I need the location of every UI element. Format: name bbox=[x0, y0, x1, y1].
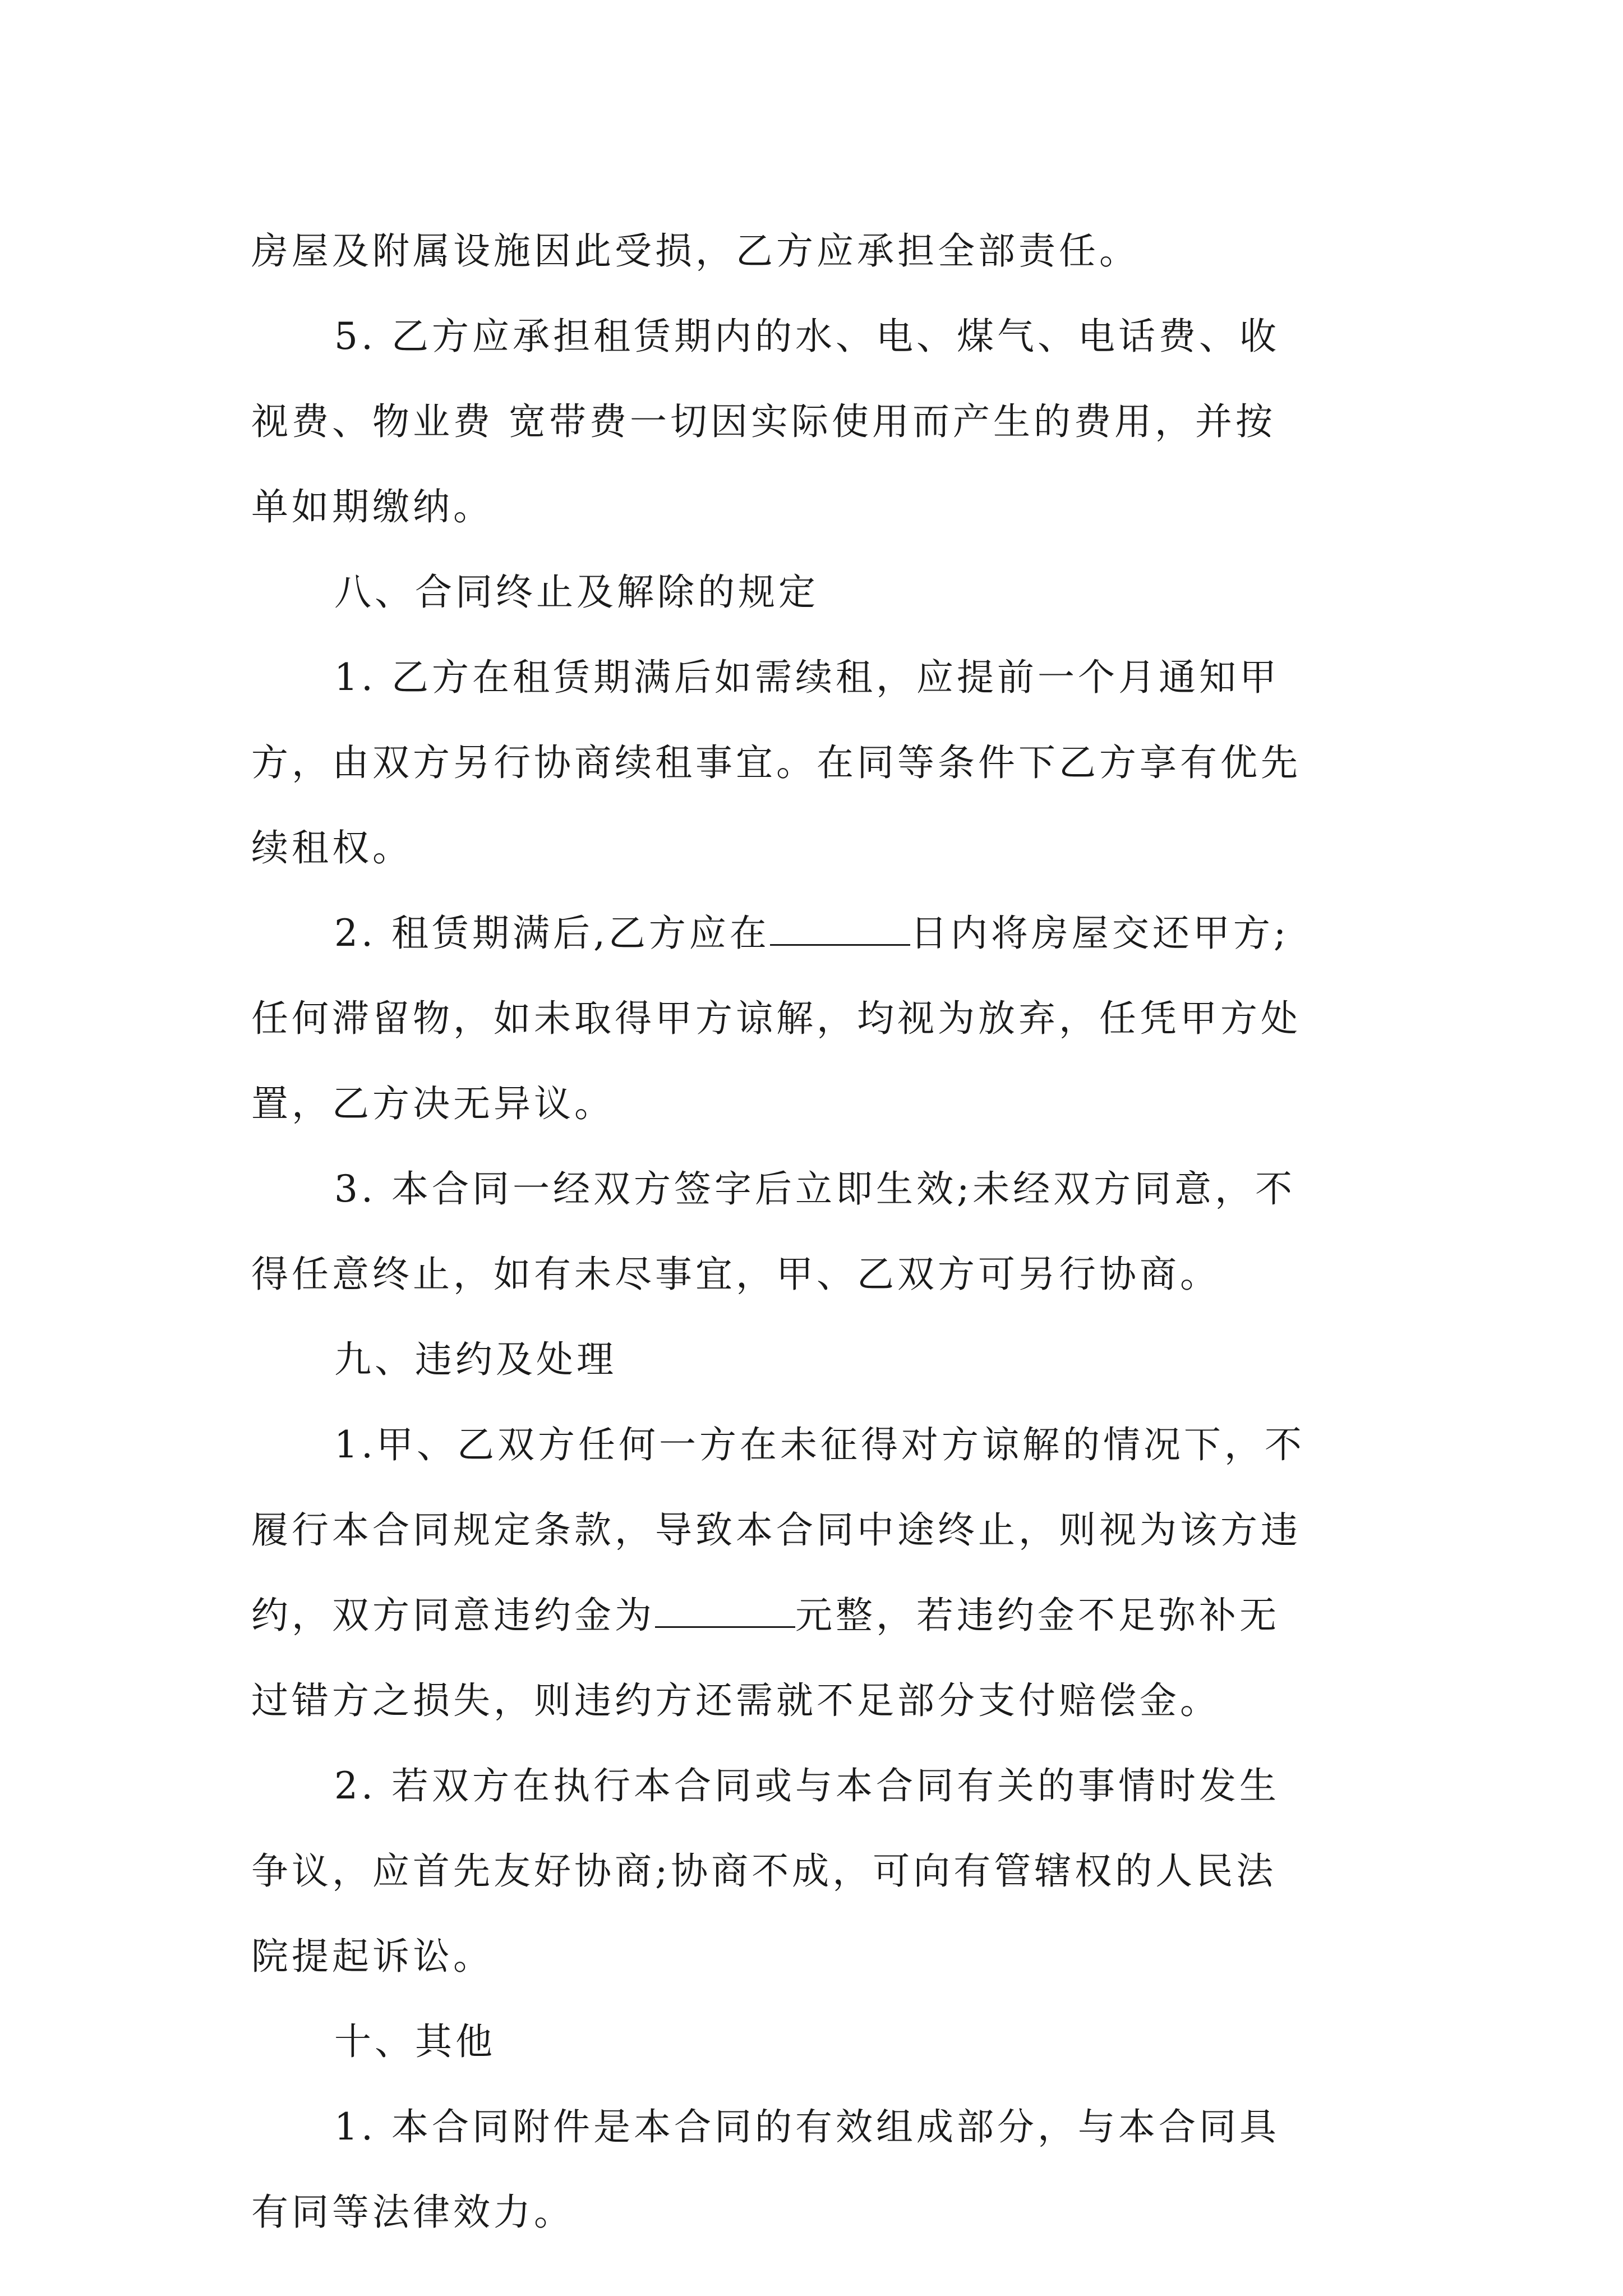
clause-9-1-text-after-blank: 元整，若违约金不足弥补无 bbox=[795, 1594, 1280, 1637]
clause-9-1-line-4: 过错方之损失，则违约方还需就不足部分支付赔偿金。 bbox=[251, 1679, 1220, 1722]
clause-9-1-text-before-blank: 约，双方同意违约金为 bbox=[251, 1594, 655, 1637]
days-blank-field bbox=[770, 915, 910, 946]
document-body bbox=[251, 209, 1384, 2255]
clause-8-2-line-1 bbox=[251, 891, 1384, 976]
section-heading-9: 九、违约及处理 bbox=[334, 1338, 617, 1381]
clause-9-1-line-3 bbox=[251, 1573, 1384, 1658]
clause-10-1-line-2: 有同等法律效力。 bbox=[251, 2191, 574, 2234]
clause-7-5-line-1: 5. 乙方应承担租赁期内的水、电、煤气、电话费、收 bbox=[334, 315, 1280, 358]
clause-8-3-line-1: 3. 本合同一经双方签字后立即生效;未经双方同意，不 bbox=[334, 1167, 1296, 1211]
clause-8-2-text-after-blank: 日内将房屋交还甲方; bbox=[910, 912, 1290, 955]
clause-10-1-line-1: 1. 本合同附件是本合同的有效组成部分，与本合同具 bbox=[334, 2105, 1280, 2148]
section-heading-8: 八、合同终止及解除的规定 bbox=[334, 570, 819, 614]
clause-8-2-line-2: 任何滞留物，如未取得甲方谅解，均视为放弃，任凭甲方处 bbox=[251, 997, 1301, 1040]
clause-8-2-line-3: 置，乙方决无异议。 bbox=[251, 1082, 615, 1125]
clause-9-2-line-2: 争议，应首先友好协商;协商不成，可向有管辖权的人民法 bbox=[251, 1849, 1277, 1893]
section-heading-10: 十、其他 bbox=[334, 2020, 496, 2063]
clause-9-1-line-2: 履行本合同规定条款，导致本合同中途终止，则视为该方违 bbox=[251, 1508, 1301, 1552]
clause-8-3-line-2: 得任意终止，如有未尽事宜，甲、乙双方可另行协商。 bbox=[251, 1253, 1220, 1296]
clause-9-2-line-1: 2. 若双方在执行本合同或与本合同有关的事情时发生 bbox=[334, 1764, 1280, 1807]
penalty-amount-blank-field bbox=[655, 1597, 795, 1628]
paragraph-line: 房屋及附属设施因此受损，乙方应承担全部责任。 bbox=[251, 229, 1140, 273]
clause-7-5-line-3: 单如期缴纳。 bbox=[251, 485, 494, 528]
clause-8-2-text-before-blank: 2. 租赁期满后,乙方应在 bbox=[334, 912, 770, 955]
clause-9-2-line-3: 院提起诉讼。 bbox=[251, 1935, 494, 1978]
clause-8-1-line-2: 方，由双方另行协商续租事宜。在同等条件下乙方享有优先 bbox=[251, 741, 1301, 784]
clause-8-1-line-1: 1. 乙方在租赁期满后如需续租，应提前一个月通知甲 bbox=[334, 656, 1280, 699]
clause-9-1-line-1: 1.甲、乙双方任何一方在未征得对方谅解的情况下，不 bbox=[334, 1423, 1305, 1466]
clause-7-5-line-2: 视费、物业费 宽带费一切因实际使用而产生的费用，并按 bbox=[251, 400, 1276, 443]
clause-8-1-line-3: 续租权。 bbox=[251, 826, 413, 869]
